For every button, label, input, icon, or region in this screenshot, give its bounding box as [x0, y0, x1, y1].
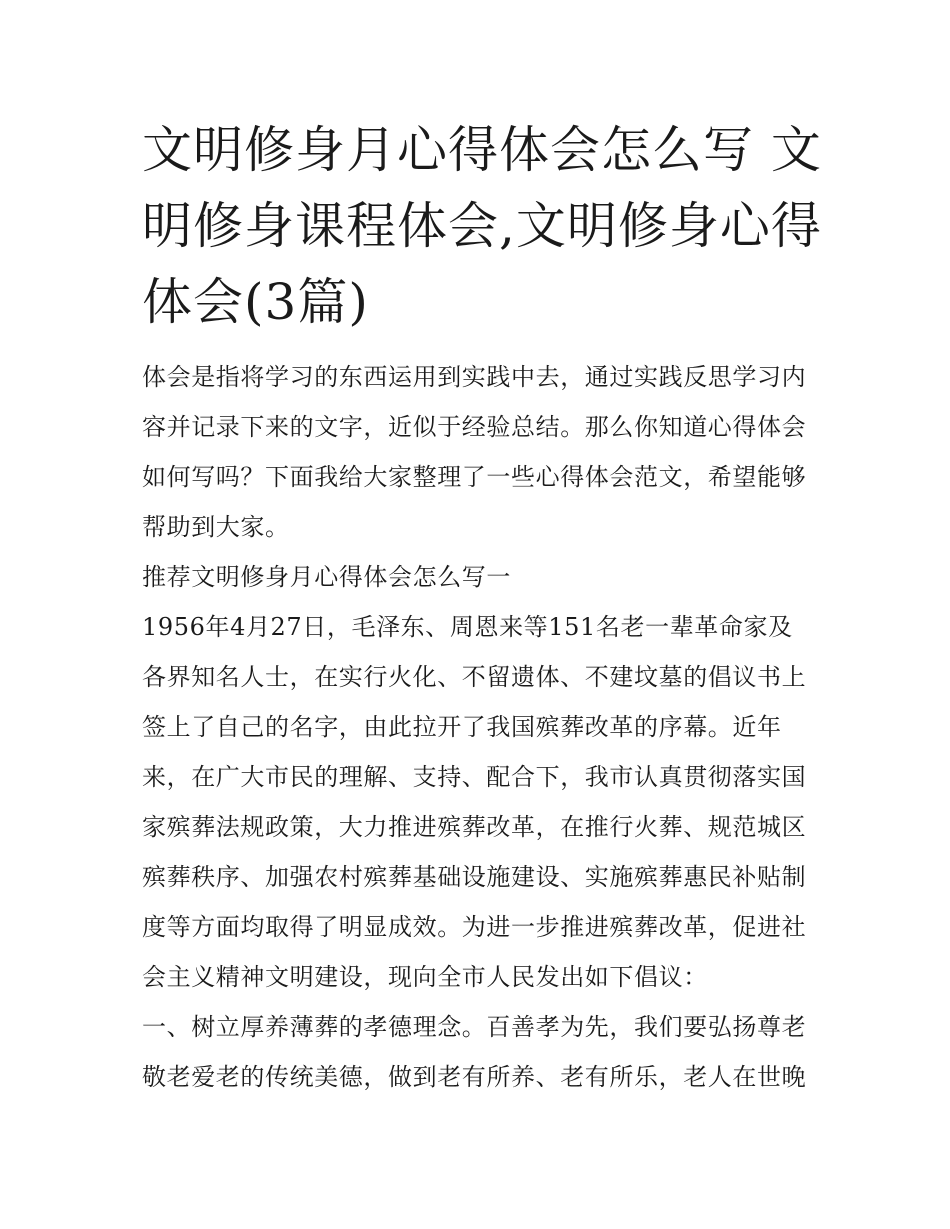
document-body	[142, 352, 814, 1102]
intro-paragraph: 体会是指将学习的东西运用到实践中去，通过实践反思学习内容并记录下来的文字，近似于经验总结。那么你知道心得体会如何写吗？下面我给大家整理了一些心得体会范文，希望能够帮助到大家。	[142, 363, 807, 541]
body-paragraph: 一、树立厚养薄葬的孝德理念。百善孝为先，我们要弘扬尊老敬老爱老的传统美德，做到老有所养、老有所乐，老人在世晚	[142, 1013, 807, 1091]
section-heading: 推荐文明修身月心得体会怎么写一	[142, 563, 511, 591]
document-title: 文明修身月心得体会怎么写 文明修身课程体会,文明修身心得体会(3篇)	[142, 121, 822, 331]
body-paragraph: 1956年4月27日，毛泽东、周恩来等151名老一辈革命家及各界知名人士，在实行火化、不留遗体、不建坟墓的倡议书上签上了自己的名字，由此拉开了我国殡葬改革的序幕。近年来，在广大市民的理解、支持、配合下，我市认真贯彻落实国家殡葬法规政策，大力推进殡葬改革，在推行火葬、规范城区殡葬秩序、加强农村殡葬基础设施建设、实施殡葬惠民补贴制度等方面均取得了明显成效。为进一步推进殡葬改革，促进社会主义精神文明建设，现向全市人民发出如下倡议：	[142, 613, 807, 991]
